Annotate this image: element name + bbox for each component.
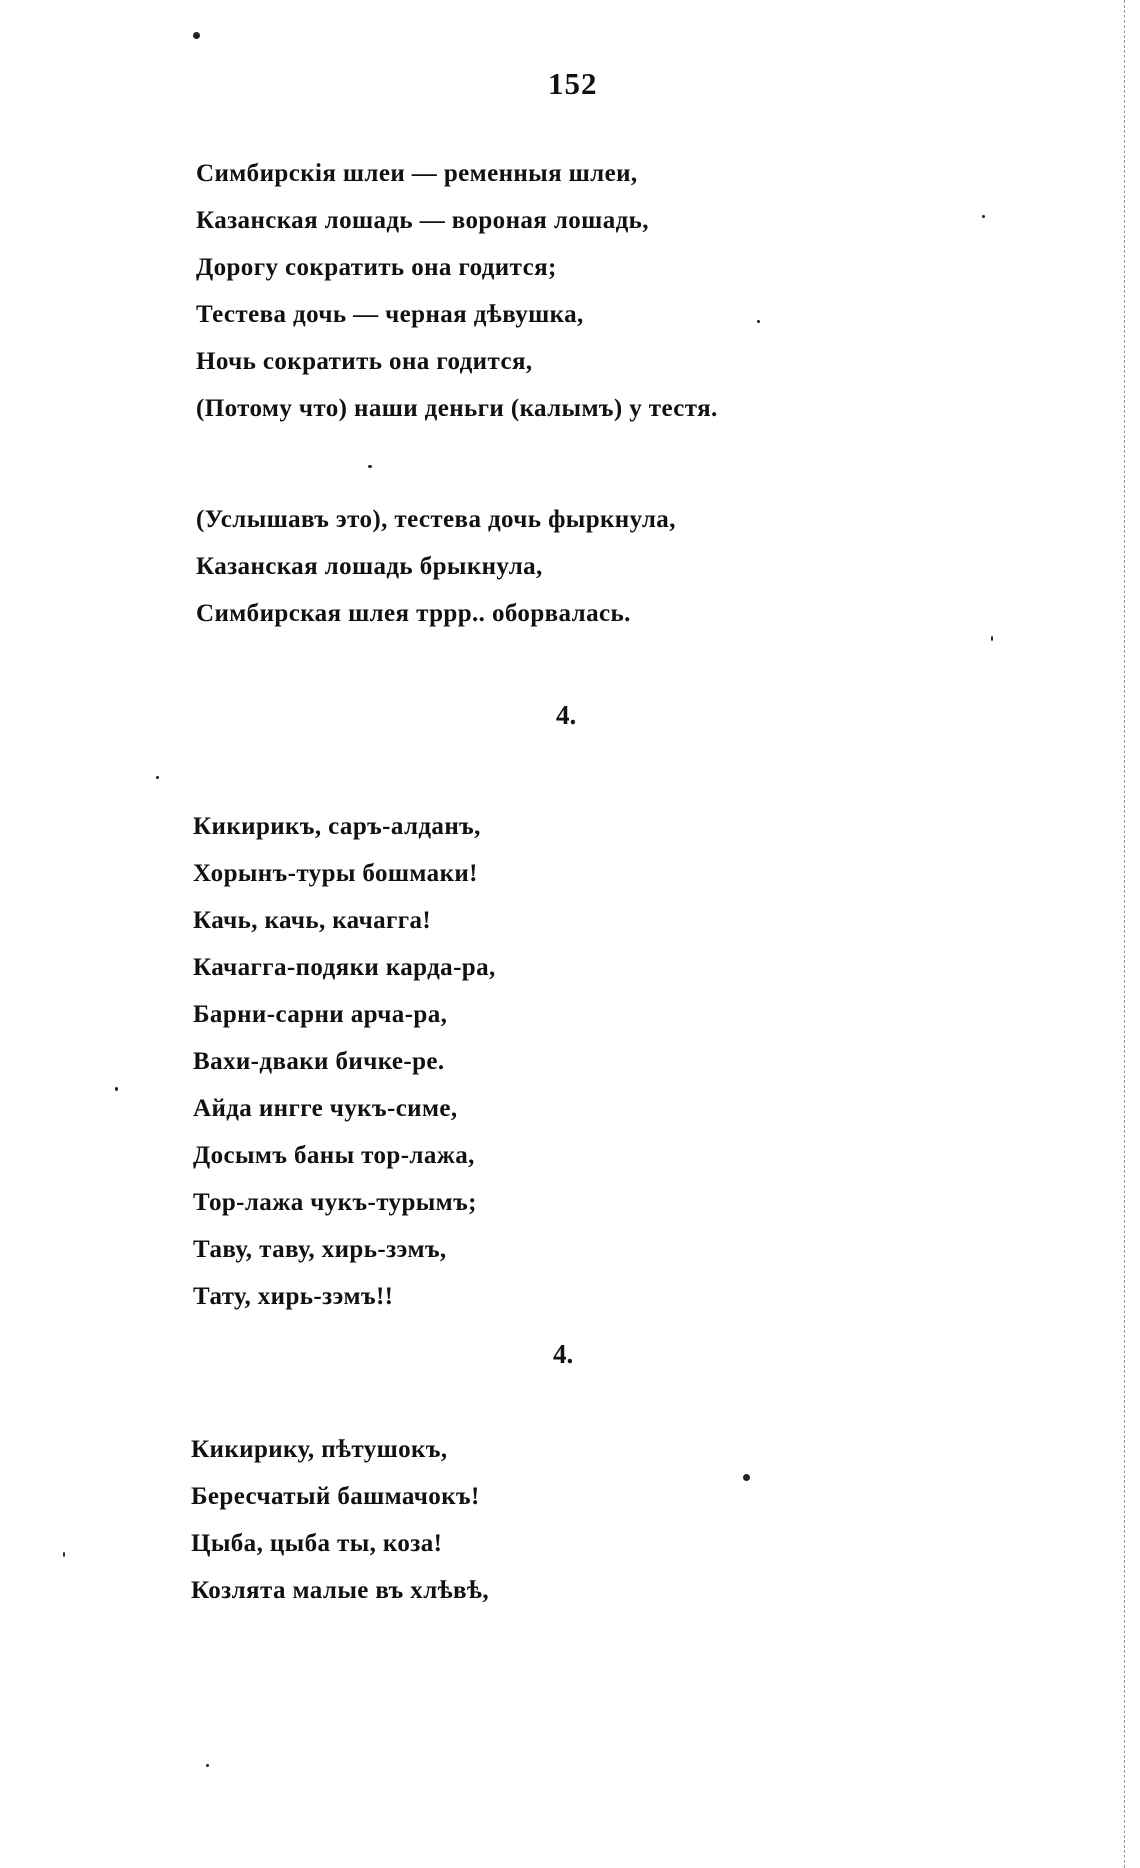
section-number: 4. <box>556 700 577 730</box>
verse-line: Бересчатый башмачокъ! <box>191 1483 480 1510</box>
verse-line: Козлята малые въ хлѣвѣ, <box>191 1577 489 1604</box>
verse-line: Кикирику, пѣтушокъ, <box>191 1436 448 1463</box>
ink-speck <box>991 636 993 641</box>
verse-line: Качь, качь, качагга! <box>193 907 432 934</box>
verse-line: Ночь сократить она годится, <box>196 348 533 375</box>
ink-speck <box>368 465 372 468</box>
verse-line: Цыба, цыба ты, коза! <box>191 1530 443 1557</box>
stanza-1 <box>196 150 718 432</box>
ink-speck <box>115 1087 118 1091</box>
verse-line: Кикирикъ, саръ-алданъ, <box>193 813 481 840</box>
verse-line: Симбирскія шлеи — ременныя шлеи, <box>196 160 638 187</box>
verse-line: Казанская лошадь — вороная лошадь, <box>196 207 649 234</box>
ink-speck <box>193 32 200 39</box>
verse-line: Казанская лошадь брыкнула, <box>196 553 543 580</box>
stanza-4 <box>191 1426 489 1614</box>
verse-line: Досымъ баны тор-лажа, <box>193 1142 475 1169</box>
verse-line: (Услышавъ это), тестева дочь фыркнула, <box>196 506 676 533</box>
verse-line: (Потому что) наши деньги (калымъ) у тестя. <box>196 395 718 422</box>
ink-speck <box>206 1764 209 1767</box>
stanza-2 <box>196 496 676 637</box>
page-number: 152 <box>548 66 598 101</box>
page-edge-rule <box>1124 0 1125 1868</box>
verse-line: Хорынъ-туры бошмаки! <box>193 860 478 887</box>
verse-line: Вахи-дваки бичке-ре. <box>193 1048 445 1075</box>
verse-line: Тор-лажа чукъ-турымъ; <box>193 1189 477 1216</box>
verse-line: Тестева дочь — черная дѣвушка, <box>196 301 584 328</box>
verse-line: Таву, таву, хирь-зэмъ, <box>193 1236 447 1263</box>
verse-line: Качагга-подяки карда-ра, <box>193 954 496 981</box>
verse-line: Айда ингге чукъ-симе, <box>193 1095 458 1122</box>
verse-line: Тату, хирь-зэмъ!! <box>193 1283 394 1310</box>
verse-line: Барни-сарни арча-ра, <box>193 1001 448 1028</box>
stanza-3 <box>193 803 496 1320</box>
section-number: 4. <box>553 1339 574 1369</box>
ink-speck <box>982 215 985 218</box>
verse-line: Симбирская шлея тррр.. оборвалась. <box>196 600 631 627</box>
verse-line: Дорогу сократить она годится; <box>196 254 557 281</box>
ink-speck <box>63 1552 65 1557</box>
ink-speck <box>156 776 159 779</box>
ink-speck <box>757 320 760 323</box>
ink-speck <box>743 1474 750 1481</box>
